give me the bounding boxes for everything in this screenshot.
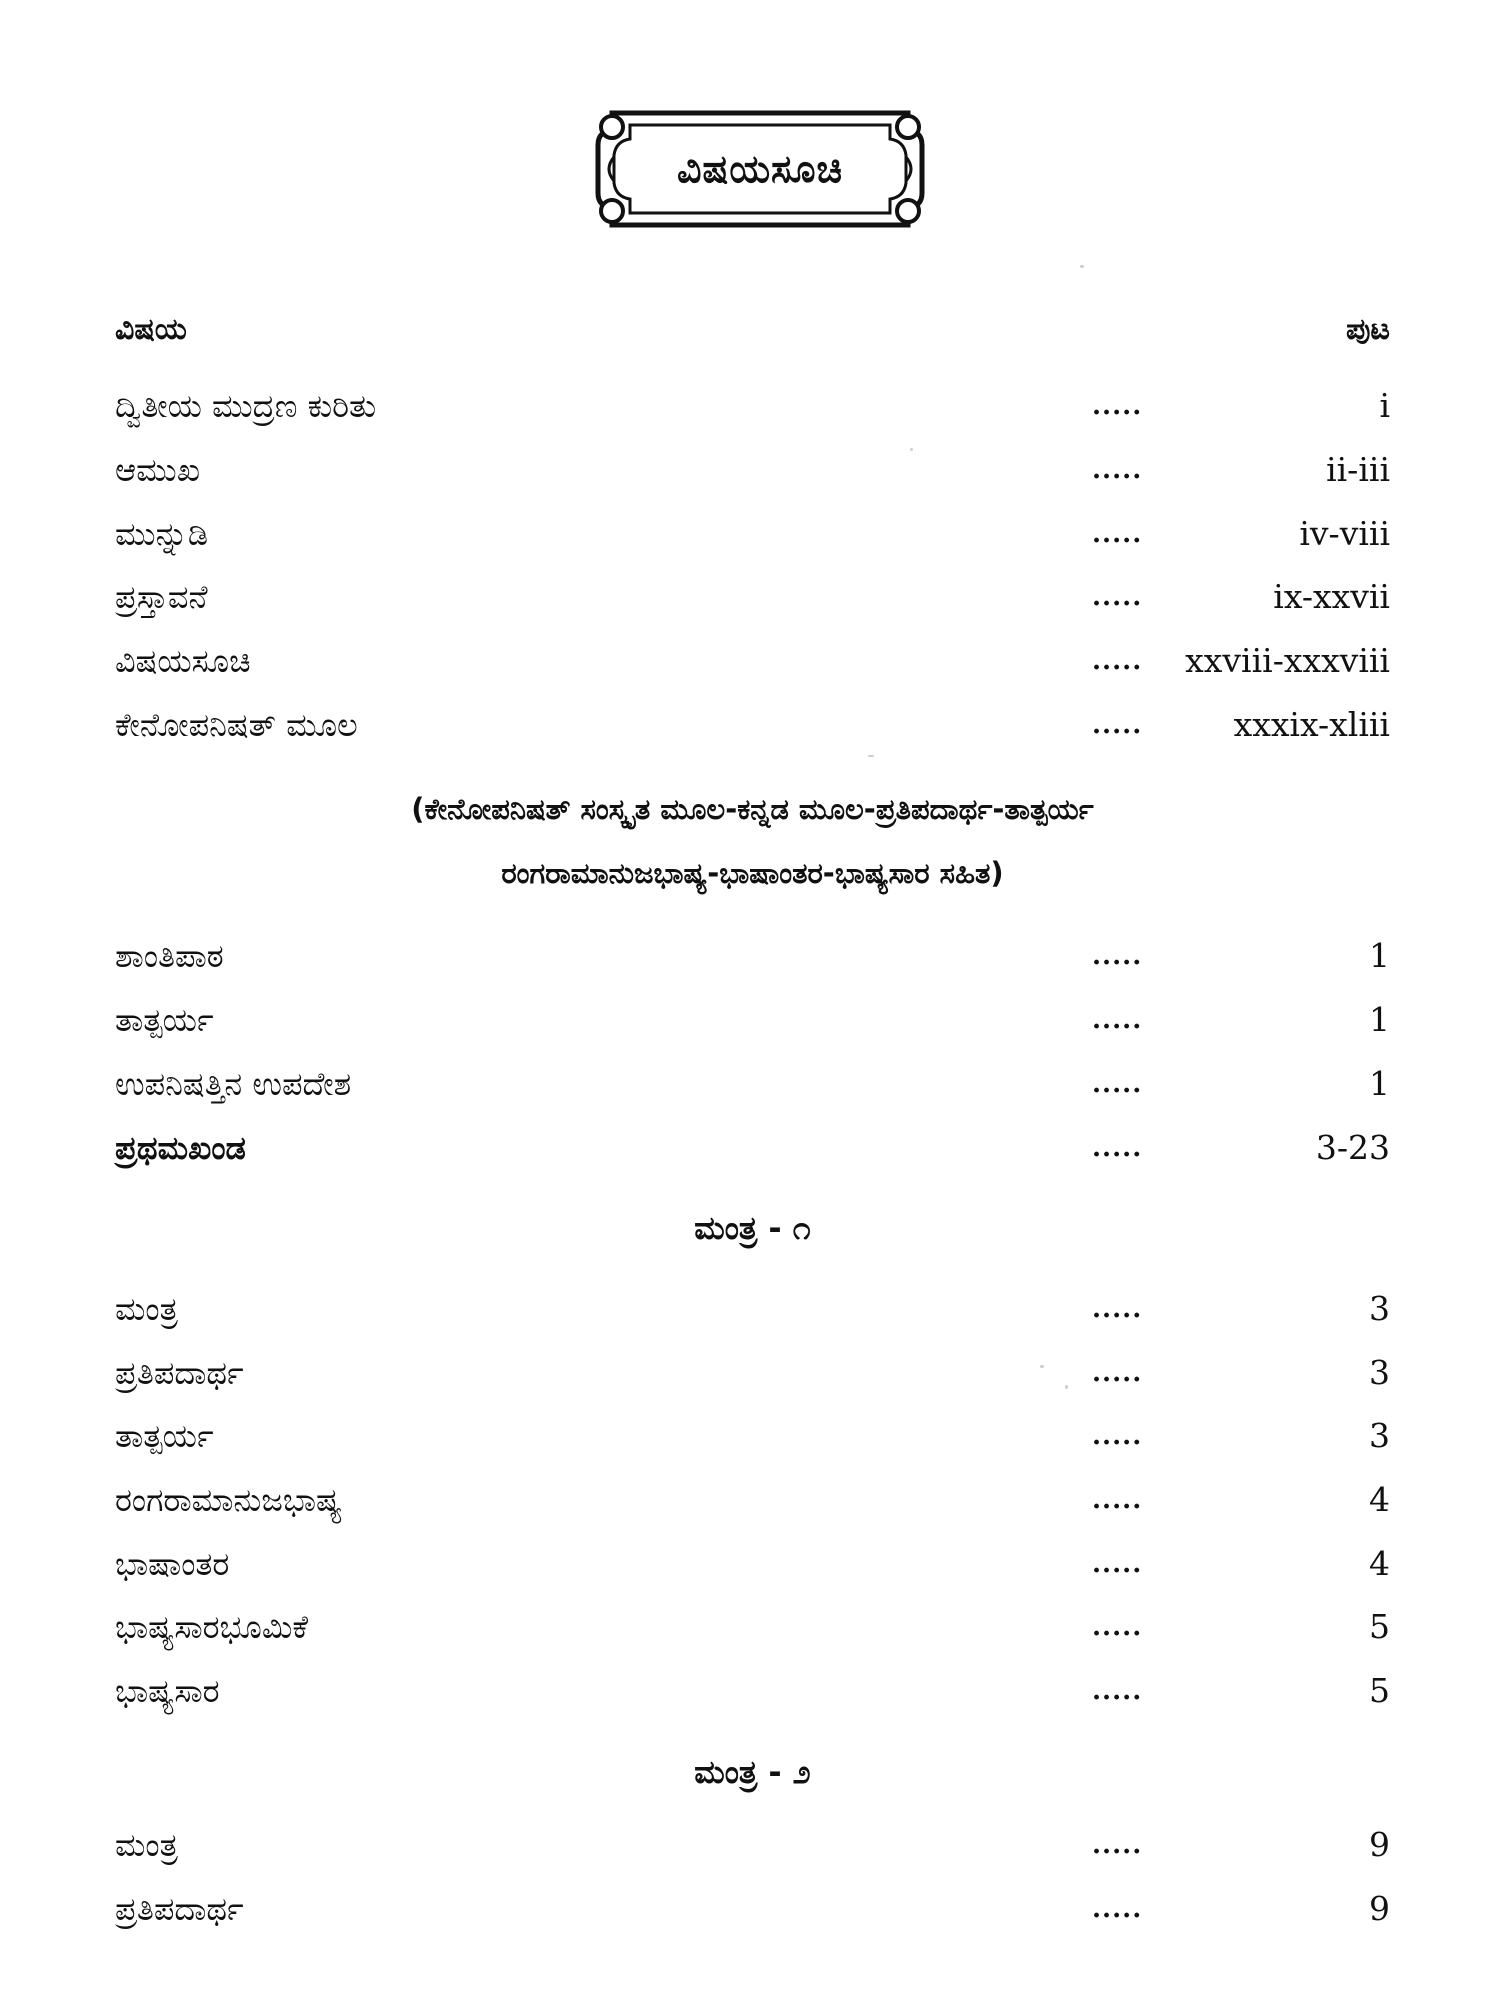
toc-entry-title: ಭಾಷ್ಯಸಾರ (115, 1672, 220, 1710)
dot-leader: ..... (1092, 1676, 1143, 1706)
toc-entry (115, 701, 1390, 749)
toc-entry-page: iv-viii (1299, 514, 1390, 553)
toc-entry-title: ಪ್ರತಿಪದಾರ್ಥ (115, 1354, 244, 1392)
toc-entry-page: 9 (1369, 1825, 1390, 1864)
toc-entry-page: 4 (1369, 1480, 1390, 1519)
toc-entry (115, 1349, 1390, 1397)
scan-speck (868, 755, 874, 757)
column-header (115, 306, 1390, 354)
page-title: ವಿಷಯಸೂಚಿ (676, 146, 843, 191)
toc-entry-title: ಭಾಷ್ಯಸಾರಭೂಮಿಕೆ (115, 1608, 309, 1646)
toc-entry (115, 510, 1390, 558)
toc-entry (115, 996, 1390, 1044)
dot-leader: ..... (1092, 1358, 1143, 1388)
toc-entry (115, 1603, 1390, 1651)
toc-entry-title: ಮಂತ್ರ (115, 1290, 178, 1328)
dot-leader: ..... (1092, 1294, 1143, 1324)
toc-entry-page: i (1379, 386, 1390, 425)
toc-entry (115, 1885, 1390, 1933)
toc-entry-page: 3 (1369, 1289, 1390, 1328)
subtitle-line: (ಕೇನೋಪನಿಷತ್ ಸಂಸ್ಕೃತ ಮೂಲ-ಕನ್ನಡ ಮೂಲ-ಪ್ರತಿಪದಾರ್ಥ-ತಾತ್ಪರ್ಯ (411, 792, 1094, 826)
section-heading: ಮಂತ್ರ - ೧ (694, 1209, 811, 1247)
toc-entry-page: 1 (1369, 1064, 1390, 1103)
toc-entry-title: ಆಮುಖ (115, 451, 201, 489)
toc-entry (115, 932, 1390, 980)
toc-entry-title: ಪ್ರತಿಪದಾರ್ಥ (115, 1890, 244, 1928)
dot-leader: ..... (1092, 519, 1143, 549)
dot-leader: ..... (1092, 646, 1143, 676)
scan-speck (910, 448, 913, 451)
toc-entry-title: ದ್ವಿತೀಯ ಮುದ್ರಣ ಕುರಿತು (115, 387, 377, 425)
dot-leader: ..... (1092, 582, 1143, 612)
toc-entry (115, 1476, 1390, 1524)
dot-leader: ..... (1092, 1005, 1143, 1035)
dot-leader: ..... (1092, 1133, 1143, 1163)
title-frame (590, 105, 930, 233)
subtitle-line: ರಂಗರಾಮಾನುಜಭಾಷ್ಯ-ಭಾಷಾಂತರ-ಭಾಷ್ಯಸಾರ ಸಹಿತ) (501, 856, 1004, 890)
toc-entry-page: ii-iii (1326, 450, 1390, 489)
toc-entry (115, 1060, 1390, 1108)
toc-entry (115, 382, 1390, 430)
toc-entry-page: 3 (1369, 1416, 1390, 1455)
toc-entry-page: 1 (1369, 936, 1390, 975)
toc-entry-title: ಭಾಷಾಂತರ (115, 1545, 230, 1583)
subject-column-label: ವಿಷಯ (115, 312, 187, 347)
toc-entry (115, 1285, 1390, 1333)
toc-entry (115, 1124, 1390, 1172)
toc-entry-title: ಉಪನಿಷತ್ತಿನ ಉಪದೇಶ (115, 1065, 352, 1103)
dot-leader: ..... (1092, 1421, 1143, 1451)
toc-entry (115, 637, 1390, 685)
toc-entry-title: ತಾತ್ಪರ್ಯ (115, 1001, 214, 1039)
toc-entry (115, 1412, 1390, 1460)
toc-entry-title: ವಿಷಯಸೂಚಿ (115, 642, 251, 680)
toc-entry-page: 5 (1369, 1671, 1390, 1710)
toc-entry-title: ಪ್ರಸ್ತಾವನೆ (115, 578, 208, 616)
dot-leader: ..... (1092, 1830, 1143, 1860)
toc-entry (115, 446, 1390, 494)
dot-leader: ..... (1092, 1069, 1143, 1099)
toc-entry (115, 573, 1390, 621)
dot-leader: ..... (1092, 391, 1143, 421)
toc-entry-page: ix-xxvii (1273, 577, 1390, 616)
toc-entry-title: ಕೇನೋಪನಿಷತ್ ಮೂಲ (115, 706, 358, 744)
toc-entry-title: ತಾತ್ಪರ್ಯ (115, 1417, 214, 1455)
toc-entry-page: 5 (1369, 1607, 1390, 1646)
toc-entry-title: ಮುನ್ನುಡಿ (115, 515, 209, 553)
scan-speck (1040, 1365, 1044, 1368)
dot-leader: ..... (1092, 1612, 1143, 1642)
dot-leader: ..... (1092, 1485, 1143, 1515)
toc-entry-page: 3 (1369, 1353, 1390, 1392)
toc-entry-page: xxxix-xliii (1233, 705, 1390, 744)
toc-entry-page: 9 (1369, 1889, 1390, 1928)
toc-entry-title: ಮಂತ್ರ (115, 1826, 178, 1864)
toc-entry-page: xxviii-xxxviii (1185, 641, 1390, 680)
scan-speck (1065, 1385, 1068, 1389)
scan-speck (1080, 265, 1084, 268)
toc-entry-page: 3-23 (1315, 1128, 1390, 1167)
dot-leader: ..... (1092, 455, 1143, 485)
toc-entry-title: ಶಾಂತಿಪಾಠ (115, 937, 224, 975)
toc-entry (115, 1821, 1390, 1869)
dot-leader: ..... (1092, 710, 1143, 740)
toc-entry (115, 1667, 1390, 1715)
dot-leader: ..... (1092, 1549, 1143, 1579)
dot-leader: ..... (1092, 1894, 1143, 1924)
toc-entry-page: 4 (1369, 1544, 1390, 1583)
dot-leader: ..... (1092, 941, 1143, 971)
toc-entry-title: ಪ್ರಥಮಖಂಡ (115, 1129, 246, 1167)
section-heading: ಮಂತ್ರ - ೨ (694, 1753, 811, 1791)
page-column-label: ಪುಟ (1345, 312, 1390, 347)
toc-entry-title: ರಂಗರಾಮಾನುಜಭಾಷ್ಯ (115, 1481, 343, 1519)
toc-entry-page: 1 (1369, 1000, 1390, 1039)
toc-entry (115, 1540, 1390, 1588)
